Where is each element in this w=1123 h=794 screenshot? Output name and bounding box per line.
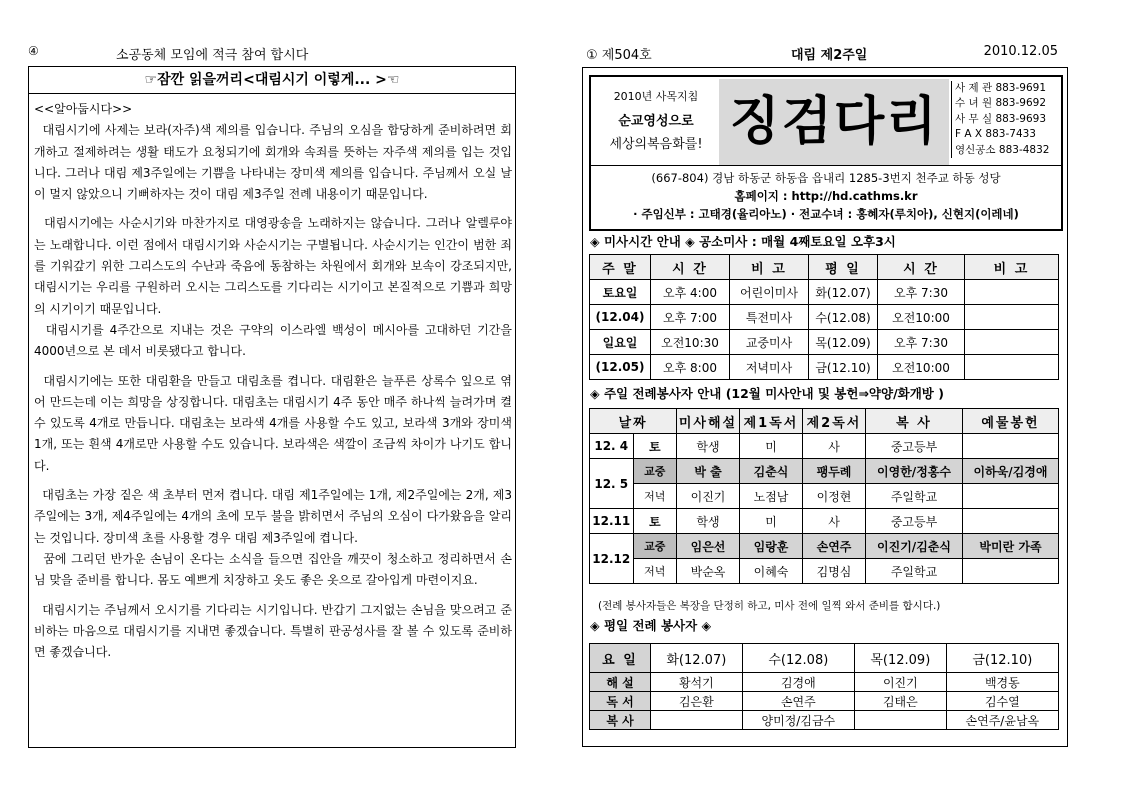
table-cell: 오후 8:00 [651,355,730,380]
table-header-row [590,644,1059,673]
article-paragraph: 대림시기에는 또한 대림환을 만들고 대림초를 켭니다. 대림환은 늘푸른 상록수 잎으로 엮어 만드는데 이는 희망을 상징합니다. 대림초는 대림시기 4주 동안 매주 하나씩 늘려가며 켤 수 있도록 4개로 만듭니다. 대림초는 보라색 4개를 사용할 수도 있고, 보라색 3개와 장미색 1개, 또는 흰색 4개로만 사용할 수도 있습니다. 보라색은 색깔이 조금씩 차이가 나기도 합니다. [34,373,516,473]
table-cell: 임은선 [677,534,740,559]
table-header-cell: 비 고 [965,255,1059,280]
table-row [590,484,1059,509]
table-cell: 화(12.07) [809,280,878,305]
parish-info [591,165,1061,223]
table-cell: 임랑훈 [740,534,803,559]
table-header-row [590,255,1059,280]
table-row [590,509,1059,534]
table-cell: 황석기 [651,673,743,692]
table-cell: 오전10:30 [651,330,730,355]
date-cell: 12. 5 [590,459,634,509]
table-cell [963,509,1059,534]
table-cell: 학생 [677,509,740,534]
table-row [590,434,1059,459]
parish-address: (667-804) 경남 하동군 하동읍 읍내리 1285-3번지 천주교 하동 성당 [651,171,1001,185]
weekday-heading: ◈ 평일 전례 봉사자 ◈ [590,618,712,633]
table-header-cell: 미사해설 [677,409,740,434]
table-cell: 오후 4:00 [651,280,730,305]
table-cell: 손연주/윤남옥 [946,711,1058,730]
table-header-cell: 시 간 [878,255,965,280]
table-cell: 중고등부 [866,509,963,534]
contact-line: 수 녀 원 883-9692 [955,97,1046,110]
table-header-cell: 날짜 [590,409,677,434]
table-cell: (12.04) [590,305,651,330]
table-cell: 김명심 [803,559,866,584]
weekday-table [589,643,1059,730]
table-cell: 박미란 가족 [963,534,1059,559]
table-cell [965,355,1059,380]
issue-date: 2010.12.05 [983,44,1058,59]
table-header-row [590,409,1059,434]
servers-heading: ◈ 주일 전례봉사자 안내 (12월 미사안내 및 봉헌⇒약양/화개방 ) [590,386,944,401]
issue-number: ① 제504호 [586,48,652,63]
table-header-cell: 주 말 [590,255,651,280]
table-cell: 오전10:00 [878,305,965,330]
table-cell: 박 출 [677,459,740,484]
table-cell: 이진기 [677,484,740,509]
table-cell: 오후 7:30 [878,280,965,305]
left-page-header [28,44,516,64]
table-row [590,355,1059,380]
table-cell: 일요일 [590,330,651,355]
table-row [590,692,1059,711]
table-cell: 중고등부 [866,434,963,459]
contact-list [951,81,1063,158]
table-cell: 어린이미사 [730,280,809,305]
table-cell: 주일학교 [866,484,963,509]
article-paragraph: <<알아둡시다>> 대림시기에 사제는 보라(자주)색 제의를 입습니다. 주님의 오심을 합당하게 준비하려면 회개하고 절제하려는 생활 태도가 요청되기에 회개와 속죄를 뜻하는 자주색 제의를 입는 것입니다. 그러나 대림 제3주일에는 기쁨을 나타내는 장미색 제의를 입습니다. 주님께서 오실 날이 멀지 않았으니 기뻐하자는 것이 대림 제3주일 전례 내용이기 때문입니다. [34,102,512,202]
table-cell: 김태은 [854,692,946,711]
table-cell: 김춘식 [740,459,803,484]
servers-note: (전례 봉사자들은 복장을 단정히 하고, 미사 전에 일찍 와서 준비를 합시다.) [598,600,941,612]
contact-line: 영신공소 883-4832 [955,143,1050,156]
parish-pastors: · 주임신부 : 고태경(율리아노) · 전교수녀 : 홍혜자(루치아), 신현지(이레네) [633,207,1019,221]
article-paragraph: 대림시기는 주님께서 오시기를 기다리는 시기입니다. 반갑기 그지없는 손님을 맞으려고 준비하는 마음으로 대림시기를 지내면 좋겠습니다. 특별히 판공성사를 잘 볼 수 있도록 준비하면 좋겠습니다. [34,602,512,660]
table-cell: 주일학교 [866,559,963,584]
table-cell: 미 [740,434,803,459]
slogan-line: 순교영성으로 [618,114,694,129]
table-cell: 금(12.10) [809,355,878,380]
table-cell: 팽두례 [803,459,866,484]
table-cell: 해 설 [590,673,651,692]
table-cell: 복 사 [590,711,651,730]
table-cell [965,330,1059,355]
table-header-cell: 화(12.07) [651,644,743,673]
contact-line: 사 제 관 883-9691 [955,82,1046,94]
article-paragraph: 대림시기에는 사순시기와 마찬가지로 대영광송을 노래하지는 않습니다. 그러나 알렐루야는 노래합니다. 이런 점에서 대림시기와 사순시기는 구별됩니다. 사순시기는 인간이 범한 죄를 기워갚기 위한 그리스도의 수난과 죽음에 동참하는 차원에서 회개와 보속이 강조되지만, 대림시기는 우리를 구원하러 오시는 그리스도를 기다리는 시기이고 본질적으로 기쁨과 희망의 시기이기 때문입니다. 대림시기를 4주간으로 지내는 것은 구약의 이스라엘 백성이 메시아를 고대하던 기간을 4000년으로 본 데서 비롯됐다고 합니다. [34,216,512,359]
table-cell: 백경동 [946,673,1058,692]
date-cell: 12. 4 [590,434,634,459]
table-header-cell: 복 사 [866,409,963,434]
table-row [590,534,1059,559]
table-row [590,559,1059,584]
right-page-header [586,44,1058,64]
servers-table [589,408,1059,584]
table-cell [963,434,1059,459]
table-cell: 이진기/김춘식 [866,534,963,559]
sub-cell: 저녁 [633,559,677,584]
date-cell: 12.11 [590,509,634,534]
table-cell: 목(12.09) [809,330,878,355]
issue-title: 대림 제2주일 [791,48,868,63]
table-header-cell: 수(12.08) [742,644,854,673]
table-cell [854,711,946,730]
table-cell [963,559,1059,584]
slogan-line: 세상의복음화를! [609,137,703,152]
table-cell: 오전10:00 [878,355,965,380]
mass-times-table [589,254,1059,380]
article-box [28,66,516,748]
table-row [590,330,1059,355]
contact-line: 사 무 실 883-9693 [955,112,1046,125]
table-cell: 손연주 [803,534,866,559]
table-header-cell: 제1독서 [740,409,803,434]
page-number: ④ [28,44,39,58]
slogan-year: 2010년 사목지침 [613,90,699,103]
table-row [590,711,1059,730]
article-title: ☞잠깐 읽을꺼리<대림시기 이렇게... >☜ [29,67,515,94]
bulletin-logo: 징검다리 [719,79,949,165]
parish-homepage: 홈페이지 : http://hd.cathms.kr [734,189,918,203]
table-row [590,305,1059,330]
date-cell: 12.12 [590,534,634,584]
table-cell: 김은환 [651,692,743,711]
table-cell: 이하욱/김경애 [963,459,1059,484]
table-cell: 저녁미사 [730,355,809,380]
table-cell: 학생 [677,434,740,459]
table-cell: 독 서 [590,692,651,711]
table-cell [963,484,1059,509]
table-cell: 손연주 [742,692,854,711]
table-cell [965,305,1059,330]
mass-times-heading: ◈ 미사시간 안내 ◈ 공소미사 : 매월 4째토요일 오후3시 [590,234,896,249]
sub-cell: 토 [633,509,677,534]
masthead [589,75,1063,231]
table-header-cell: 시 간 [651,255,730,280]
table-cell: 특전미사 [730,305,809,330]
table-cell: 사 [803,509,866,534]
page-motto: 소공동체 모임에 적극 참여 합시다 [116,48,309,63]
sub-cell: 토 [633,434,677,459]
sub-cell: 저녁 [633,484,677,509]
contact-line: F A X 883-7433 [955,128,1036,141]
table-cell: 양미정/김금수 [742,711,854,730]
sub-cell: 교중 [633,459,677,484]
table-cell: 김수열 [946,692,1058,711]
table-cell: 수(12.08) [809,305,878,330]
table-cell: (12.05) [590,355,651,380]
sub-cell: 교중 [633,534,677,559]
table-cell: 교중미사 [730,330,809,355]
article-body [34,99,516,671]
table-header-cell: 예물봉헌 [963,409,1059,434]
table-row [590,459,1059,484]
table-cell: 사 [803,434,866,459]
table-cell: 오후 7:30 [878,330,965,355]
table-cell [965,280,1059,305]
table-header-cell: 목(12.09) [854,644,946,673]
pastoral-slogan [596,82,716,162]
article-paragraph: 대림초는 가장 짙은 색 초부터 먼저 켭니다. 대림 제1주일에는 1개, 제2주일에는 2개, 제3주일에는 3개, 제4주일에는 4개의 초에 모두 불을 밝히면서 주님의 오심이 다가왔음을 알리는 것입니다. 장미색 초를 사용할 경우 대림 제3주일에 켭니다. 꿈에 그리던 반가운 손님이 온다는 소식을 들으면 집안을 깨끗이 청소하고 정리하면서 손님 맞을 준비를 합니다. 몸도 예쁘게 치장하고 옷도 좋은 옷으로 갈아입게 마련이지요. [34,488,512,588]
table-cell: 이혜숙 [740,559,803,584]
table-cell: 이영한/정홍수 [866,459,963,484]
table-header-cell: 평 일 [809,255,878,280]
table-cell: 이진기 [854,673,946,692]
table-header-cell: 요 일 [590,644,651,673]
table-cell: 오후 7:00 [651,305,730,330]
table-row [590,280,1059,305]
table-header-cell: 비 고 [730,255,809,280]
table-cell: 김경애 [742,673,854,692]
table-header-cell: 제2독서 [803,409,866,434]
table-cell: 박순옥 [677,559,740,584]
table-row [590,673,1059,692]
table-header-cell: 금(12.10) [946,644,1058,673]
table-cell: 노점남 [740,484,803,509]
table-cell: 미 [740,509,803,534]
table-cell: 이정현 [803,484,866,509]
table-cell: 토요일 [590,280,651,305]
table-cell [651,711,743,730]
